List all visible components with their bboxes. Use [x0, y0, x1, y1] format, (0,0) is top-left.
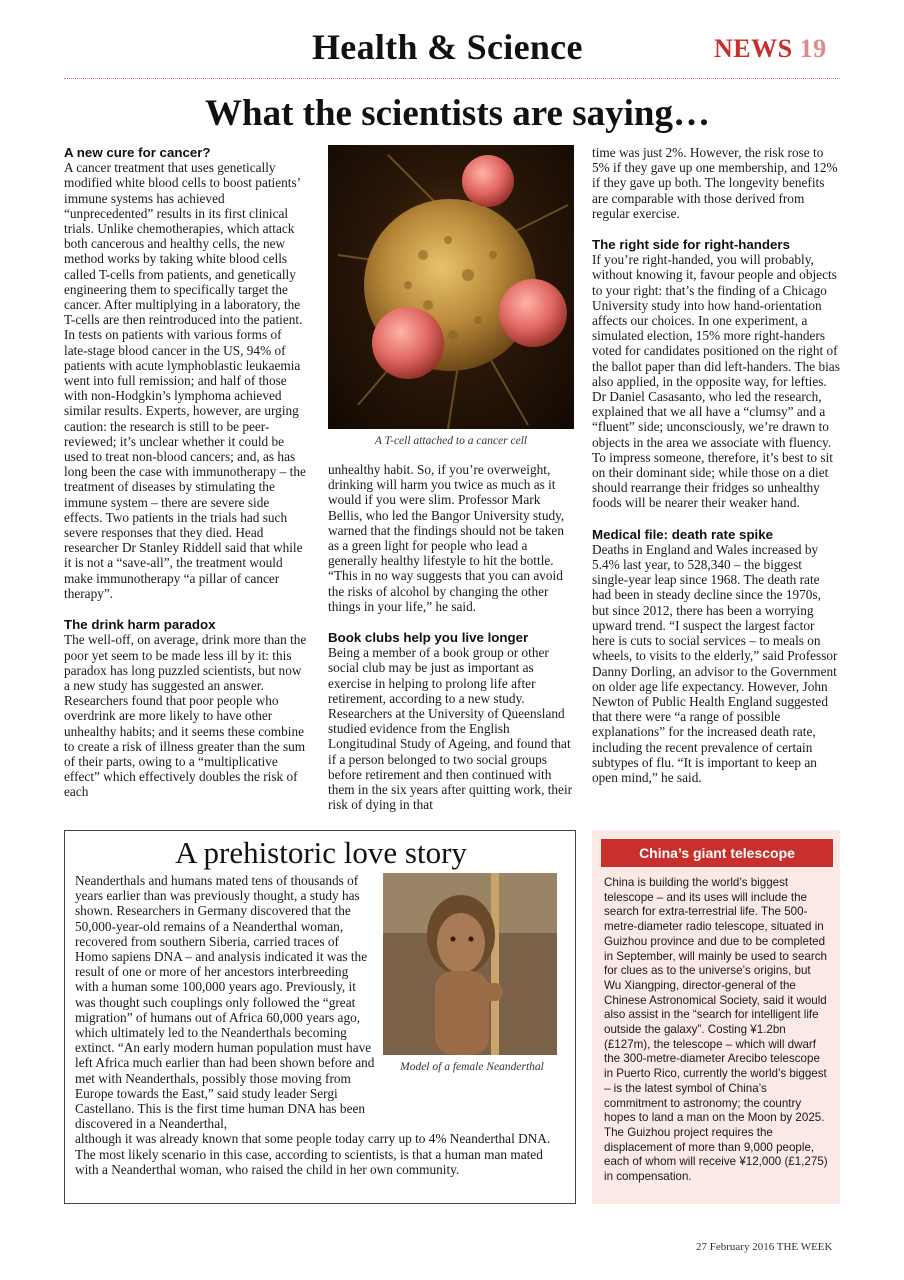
article-title-drink: The drink harm paradox: [64, 617, 216, 633]
article-body-righthand: If you’re right-handed, you will probably, without knowing it, favour people and objects to your right: that’s the finding of a Chicago University study into how hand-orientation affects our choices. In one experiment, a simulated election, 15% more right-handers voted for candidates positioned on the right of the ballot paper than did left-handers. The bias also applied, in the opposite way, for lefties. Dr Daniel Casasanto, who led the research, explained that we all have a “clumsy” and a “fluent” side; unconsciously, we’re drawn to objects in the area we associate with fluency. To impress someone, therefore, it’s best to sit on their dominant side; while those on a diet should rearrange their fridges so unhealthy foods will be nearer their weaker hand.: [592, 252, 840, 511]
tcell-image: [328, 145, 574, 429]
column-right: [592, 145, 840, 785]
article-title-righthand: The right side for right-handers: [592, 237, 790, 253]
column-left: [64, 145, 308, 800]
neanderthal-title: A prehistoric love story: [175, 835, 467, 870]
page-number: 19: [799, 34, 827, 63]
tcell-illustration-icon: [328, 145, 574, 429]
section-title: Health & Science: [312, 27, 583, 67]
column-middle: [328, 462, 574, 812]
neanderthal-text: [75, 873, 567, 1177]
article-body-deathrate: Deaths in England and Wales increased by 5.4% last year, to 528,340 – the biggest single-year leap since 1968. The death rate had been in steady decline since the 1970s, but since 2012, there has been a worrying upward trend. “I suspect the largest factor here is cuts to social services – to meals on wheels, to visits to the elderly,” said Professor Danny Dorling, an advisor to the Government on older age life expectancy. However, John Newton of Public Health England suggested that there were “a range of possible explanations” for the increased death rate, including the recent prevalence of certain subtypes of flu. “It is important to keep an open mind,” he said.: [592, 541, 838, 785]
tcell-caption: A T-cell attached to a cancer cell: [374, 435, 528, 447]
article-body-bookclubs-part1: Being a member of a book group or other social club may be just as important as exercise in helping to prolong life after retirement, according to a new study. Researchers at the University of Queensland studied evidence from the English Longitudinal Study of Ageing, and found that if a person belonged to two social groups before retirement and then continued with them in the six years after quitting work, their risk of dying in that: [328, 645, 573, 813]
neanderthal-box: [64, 830, 576, 1204]
neanderthal-body-part1: Neanderthals and humans mated tens of thousands of years earlier than was previously thought, a study has shown. Researchers in Germany discovered that the 50,000-year-old remains of a Neanderthal woman, recovered from southern Siberia, carried traces of Homo sapiens DNA – and analysis indicated it was the result of one or more of her ancestors interbreeding with a human some 100,000 years ago. Previously, it was thought such couplings only followed the “great migration” of humans out of Africa 60,000 years ago, which ultimately led to the Neanderthals becoming extinct. “An early modern human population must have left Africa much earlier than had been shown before and met with Neanderthals, possibly those moving from Europe towards the East,” said study leader Sergi Castellano. This is the first time human DNA has been discovered in a Neanderthal,: [75, 873, 375, 1132]
article-body-bookclubs-part2: time was just 2%. However, the risk rose to 5% if they gave up one membership, and 12% if they gave up both. The longevity benefits are comparable with those derived from regular exercise.: [592, 145, 838, 221]
china-telescope-body: China is building the world’s biggest telescope – and its uses will include the search for extra-terrestrial life. The 500-metre-diameter radio telescope, situated in Guizhou province and due to be completed in September, will mainly be used to search for clues as to the universe’s origins, but Wu Xiangping, director-general of the Chinese Astronomical Society, said it would also assist in the “search for intelligent life outside the galaxy”. Costing ¥1.2bn (£127m), the telescope – which will dwarf the 300-metre-diameter Arecibo telescope in Puerto Rico, currently the world’s biggest – is the latest symbol of China’s commitment to astronomy; the country hopes to land a man on the Moon by 2025. The Guizhou project requires the displacement of more than 9,000 people, each of whom will receive ¥12,000 (£1,275) in compensation.: [604, 876, 828, 1184]
neanderthal-caption: Model of a female Neanderthal: [400, 1061, 544, 1073]
news-word: NEWS: [714, 34, 793, 63]
page-footer: 27 February 2016 THE WEEK: [696, 1241, 833, 1253]
article-body-drink-part1: The well-off, on average, drink more than the poor yet seem to be made less ill by it: this paradox has long puzzled scientists, but now a new study has suggested an answer. Researchers found that poor people who overdrink are more likely to have other unhealthy habits; and it seems these combine to create a risk of illness greater than the sum of their parts, owing to a “multiplicative effect” which effectively doubles the risk of each: [64, 632, 307, 800]
neanderthal-body-part2: although it was already known that some people today carry up to 4% Neanderthal DNA. The most likely scenario in this case, according to scientists, is that a human man mated with a Neanderthal woman, who raised the child in her own community.: [75, 1131, 551, 1177]
header-divider: [64, 78, 840, 79]
article-body-cancer: A cancer treatment that uses genetically modified white blood cells to boost patients’ immune systems has achieved “unprecedented” results in its first clinical trials. Unlike chemotherapies, which attack both cancerous and healthy cells, the new method works by taking white blood cells called T-cells from patients, and genetically engineering them to specifically target the cancer. After multiplying in a laboratory, the T-cells are then reintroduced into the patient. In tests on patients with various forms of late-stage blood cancer in the US, 94% of patients with acute lymphoblastic leukaemia went into full remission; and half of those with non-Hodgkin’s lymphoma achieved similar results. Experts, however, are urging caution: the research is still to be peer-reviewed; it’s unclear whether it could be used to treat non-blood cancers; and, as has long been the case with immunotherapy – the treatment of diseases by stimulating the immune system – there are severe side effects. Two patients in the trials had such severe responses that they died. Head researcher Dr Stanley Riddell said that while it is not a “save-all”, the treatment would make immunotherapy “a pillar of cancer therapy”.: [64, 160, 306, 601]
news-page-label: [714, 34, 827, 64]
china-telescope-box: [592, 830, 840, 1204]
article-title-cancer: A new cure for cancer?: [64, 145, 211, 160]
page-headline: What the scientists are saying…: [205, 93, 710, 134]
article-body-drink-part2: unhealthy habit. So, if you’re overweight, drinking will harm you twice as much as it would if you were slim. Professor Mark Bellis, who led the Bangor University study, warned that the findings should not be taken as a green light for people who lead a generally healthy lifestyle to hit the bottle. “This in no way suggests that you can avoid the risks of alcohol by changing the other things in your life,” he said.: [328, 462, 565, 614]
article-title-deathrate: Medical file: death rate spike: [592, 526, 774, 542]
article-title-bookclubs: Book clubs help you live longer: [328, 630, 529, 646]
china-telescope-title: China’s giant telescope: [601, 839, 833, 867]
